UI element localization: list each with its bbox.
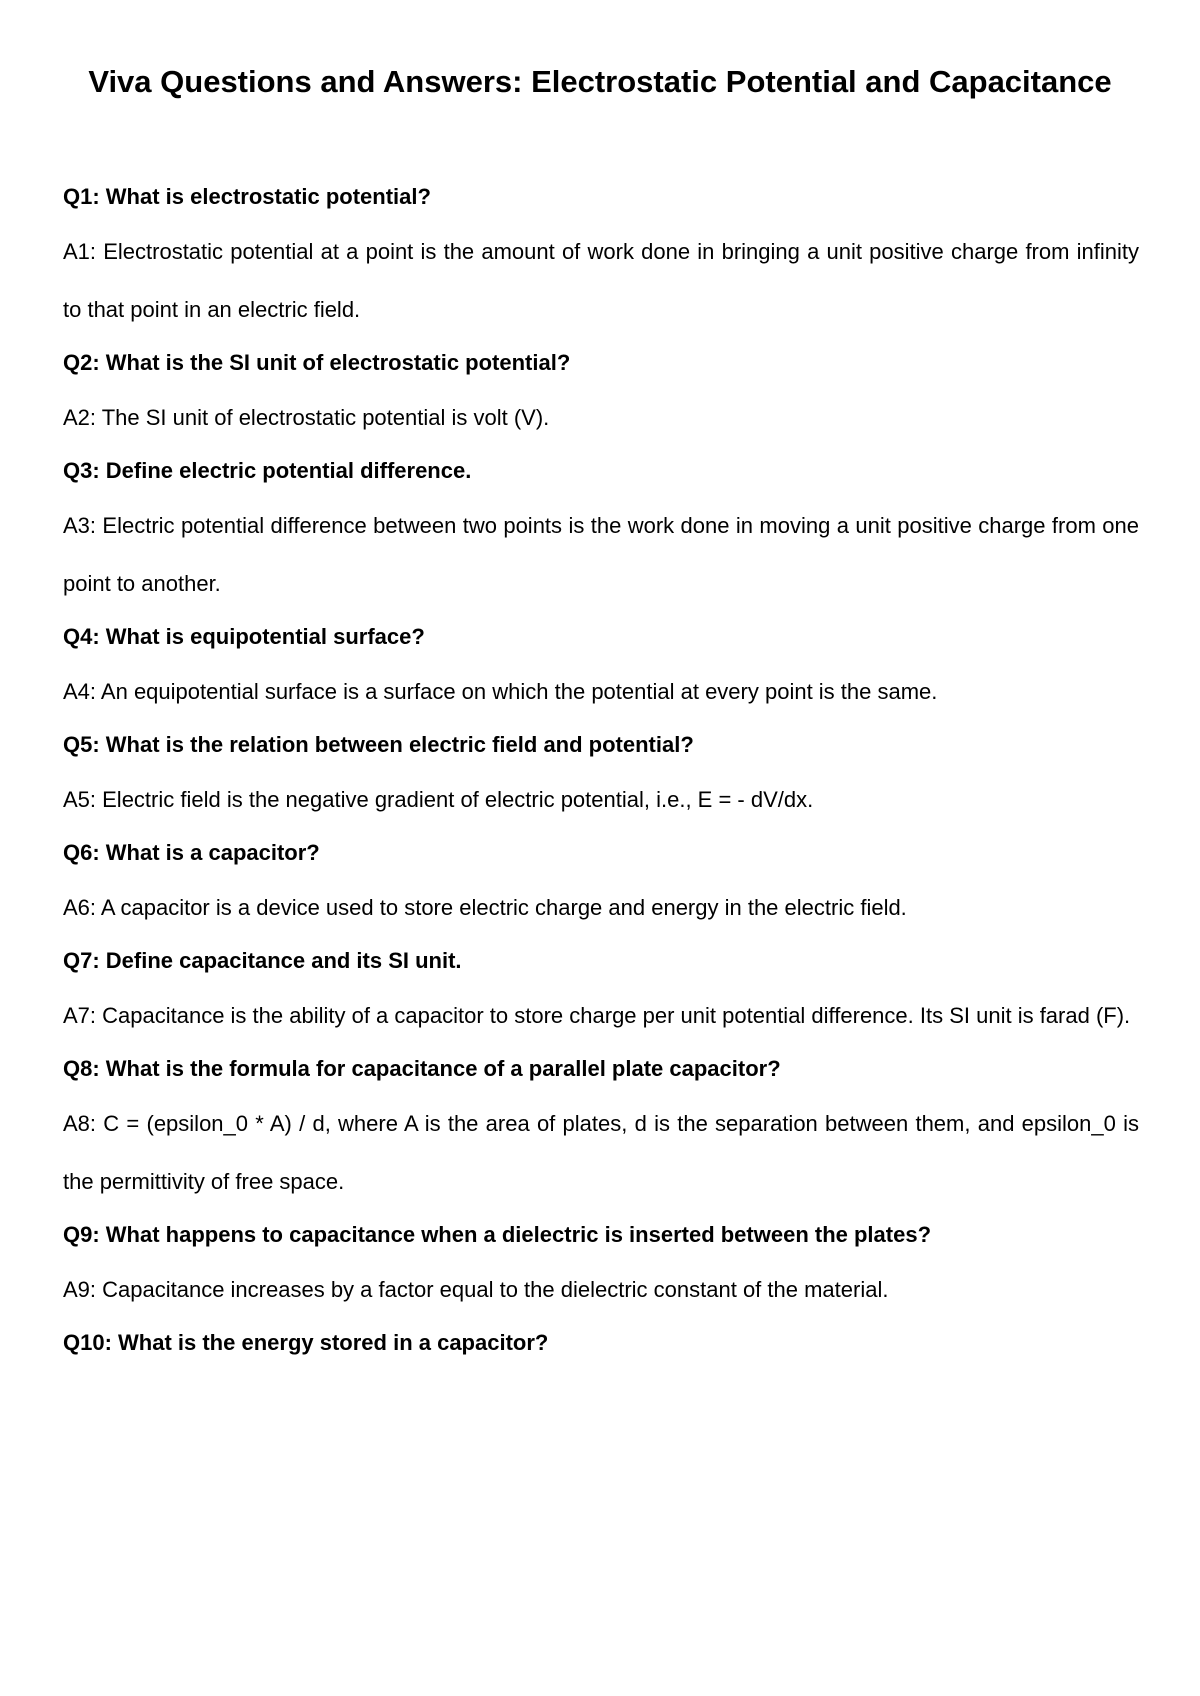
page-title: Viva Questions and Answers: Electrostatic Potential and Capacitance [88, 64, 1112, 99]
question-8: Q8: What is the formula for capacitance of a parallel plate capacitor? [63, 1056, 781, 1081]
question-9: Q9: What happens to capacitance when a dielectric is inserted between the plates? [63, 1222, 932, 1247]
answer-2: A2: The SI unit of electrostatic potential is volt (V). [63, 405, 550, 430]
qa-item-7 [63, 945, 1139, 1045]
qa-item-8 [63, 1053, 1139, 1211]
answer-9: A9: Capacitance increases by a factor equal to the dielectric constant of the material. [63, 1277, 889, 1302]
answer-5: A5: Electric field is the negative gradient of electric potential, i.e., E = - dV/dx. [63, 787, 814, 812]
question-2: Q2: What is the SI unit of electrostatic potential? [63, 350, 571, 375]
question-3: Q3: Define electric potential difference. [63, 458, 472, 483]
answer-7: A7: Capacitance is the ability of a capacitor to store charge per unit potential difference. Its SI unit is farad (F). [63, 1003, 1131, 1028]
qa-item-10 [63, 1327, 1139, 1359]
question-10: Q10: What is the energy stored in a capacitor? [63, 1330, 549, 1355]
question-4: Q4: What is equipotential surface? [63, 624, 425, 649]
qa-list [63, 181, 1139, 1380]
answer-8: A8: C = (epsilon_0 * A) / d, where A is the area of plates, d is the separation between them, and epsilon_0 is the permittivity of free space. [63, 1111, 1139, 1194]
qa-item-6 [63, 837, 1139, 937]
answer-6: A6: A capacitor is a device used to store electric charge and energy in the electric field. [63, 895, 907, 920]
question-5: Q5: What is the relation between electric field and potential? [63, 732, 694, 757]
qa-item-3 [63, 455, 1139, 613]
answer-3: A3: Electric potential difference between two points is the work done in moving a unit positive charge from one point to another. [63, 513, 1139, 596]
qa-item-4 [63, 621, 1139, 721]
qa-item-1 [63, 181, 1139, 339]
answer-4: A4: An equipotential surface is a surface on which the potential at every point is the same. [63, 679, 938, 704]
question-6: Q6: What is a capacitor? [63, 840, 320, 865]
qa-item-9 [63, 1219, 1139, 1319]
qa-item-2 [63, 347, 1139, 447]
question-1: Q1: What is electrostatic potential? [63, 184, 431, 209]
question-7: Q7: Define capacitance and its SI unit. [63, 948, 462, 973]
answer-1: A1: Electrostatic potential at a point is the amount of work done in bringing a unit positive charge from infinity to that point in an electric field. [63, 239, 1139, 322]
qa-item-5 [63, 729, 1139, 829]
